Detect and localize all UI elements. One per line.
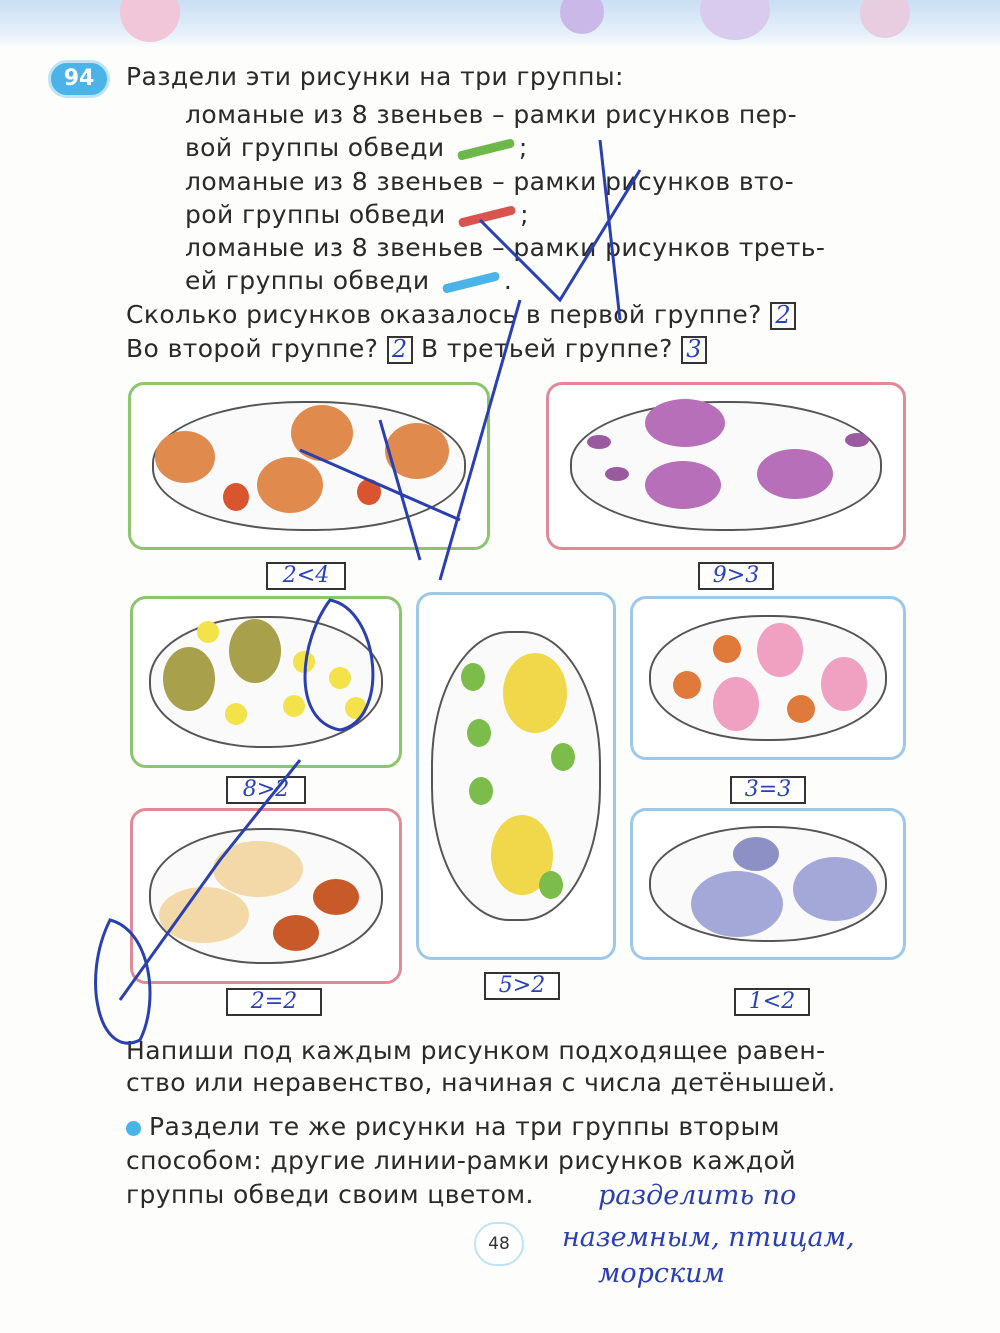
bear-image [385,423,449,479]
blue-pencil-icon [442,271,500,294]
green-pencil-icon [457,138,515,161]
page-number: 48 [474,1222,524,1266]
picture-card-ostriches[interactable] [416,592,616,960]
squirrel-baby-image [673,671,701,699]
instruction-line [185,266,512,295]
chick-image [283,695,305,717]
equation-box-cows[interactable]: 2=2 [226,988,322,1016]
hen-image [163,647,215,711]
small-fish-image [605,467,629,481]
task-number-badge: 94 [48,60,110,98]
task-title: Раздели эти рисунки на три группы: [126,62,624,91]
picture-card-bears[interactable] [128,382,490,550]
punctuation: . [503,266,513,295]
bear-cub-image [223,483,249,511]
fish-image [645,461,721,509]
punctuation: ; [520,200,529,229]
equation-box-bears[interactable]: 2<4 [266,562,346,590]
small-fish-image [587,435,611,449]
cow-image [213,841,303,897]
squirrel-baby-image [787,695,815,723]
equation-box-chickens[interactable]: 8>2 [226,776,306,804]
decor-dot [700,0,770,40]
fish-image [645,399,725,447]
instruction-line [185,133,528,162]
decorative-header [0,0,1000,48]
chick-image [225,703,247,725]
picture-card-chickens[interactable] [130,596,402,768]
calf-image [313,879,359,915]
chick-image [293,651,315,673]
ostrich-image [503,653,567,733]
handwritten-answer-line: разделить по [598,1180,797,1211]
instruction-line: ломаные из 8 звеньев – рамки рисунков вто- [185,167,795,196]
chick-image [329,667,351,689]
cow-image [159,887,249,943]
small-fish-image [845,433,869,447]
decor-dot [560,0,604,34]
instruction-text: Раздели те же рисунки на три группы вторым [149,1112,780,1141]
punctuation: ; [518,133,528,162]
bear-cub-image [357,479,381,505]
picture-card-squirrels[interactable] [630,596,906,760]
instruction-text: рой группы обведи [185,200,446,229]
picture-frame [570,401,882,531]
instruction-line: Напиши под каждым рисунком подходящее равен- [126,1036,826,1065]
ostrich-chick-image [539,871,563,899]
equation-box-ostriches[interactable]: 5>2 [484,972,560,1000]
question-first-group: Сколько рисунков оказалось в первой группе? [126,300,762,329]
picture-card-fish[interactable] [546,382,906,550]
elephant-image [691,871,783,937]
squirrel-image [713,677,759,731]
ostrich-chick-image [551,743,575,771]
chick-image [345,697,367,719]
calf-image [273,915,319,951]
equation-box-squirrels[interactable]: 3=3 [730,776,806,804]
instruction-line: группы обведи своим цветом. [126,1180,534,1209]
picture-card-cows[interactable] [130,808,402,984]
answer-box-first[interactable]: 2 [770,302,796,330]
instruction-line: способом: другие линии-рамки рисунков каждой [126,1146,796,1175]
question-line [126,334,707,364]
answer-box-second[interactable]: 2 [387,336,413,364]
ostrich-chick-image [461,663,485,691]
squirrel-image [757,623,803,677]
instruction-text: вой группы обведи [185,133,445,162]
squirrel-baby-image [713,635,741,663]
equation-box-elephants[interactable]: 1<2 [734,988,810,1016]
bear-image [291,405,353,461]
instruction-line: ство или неравенство, начиная с числа детёнышей. [126,1068,836,1097]
instruction-line: ломаные из 8 звеньев – рамки рисунков пер- [185,100,798,129]
decor-dot [120,0,180,42]
ostrich-chick-image [469,777,493,805]
handwritten-answer-line: морским [598,1258,725,1289]
instruction-line [185,200,529,229]
picture-card-elephants[interactable] [630,808,906,960]
hen-image [229,619,281,683]
question-second-group: Во второй группе? [126,334,379,363]
fish-image [757,449,833,499]
question-third-group: В третьей группе? [421,334,673,363]
answer-box-third[interactable]: 3 [681,336,707,364]
decor-dot [860,0,910,38]
question-line [126,300,796,330]
ostrich-chick-image [467,719,491,747]
elephant-calf-image [733,837,779,871]
elephant-image [793,857,877,921]
red-pencil-icon [458,205,516,228]
bear-image [155,431,215,483]
bullet-icon [126,1121,141,1136]
squirrel-image [821,657,867,711]
bear-image [257,457,323,513]
handwritten-answer-line: наземным, птицам, [562,1222,855,1253]
equation-box-fish[interactable]: 9>3 [698,562,774,590]
instruction-text: ей группы обведи [185,266,430,295]
chick-image [197,621,219,643]
instruction-line: ломаные из 8 звеньев – рамки рисунков треть- [185,233,826,262]
bullet-instruction-line [126,1112,780,1141]
